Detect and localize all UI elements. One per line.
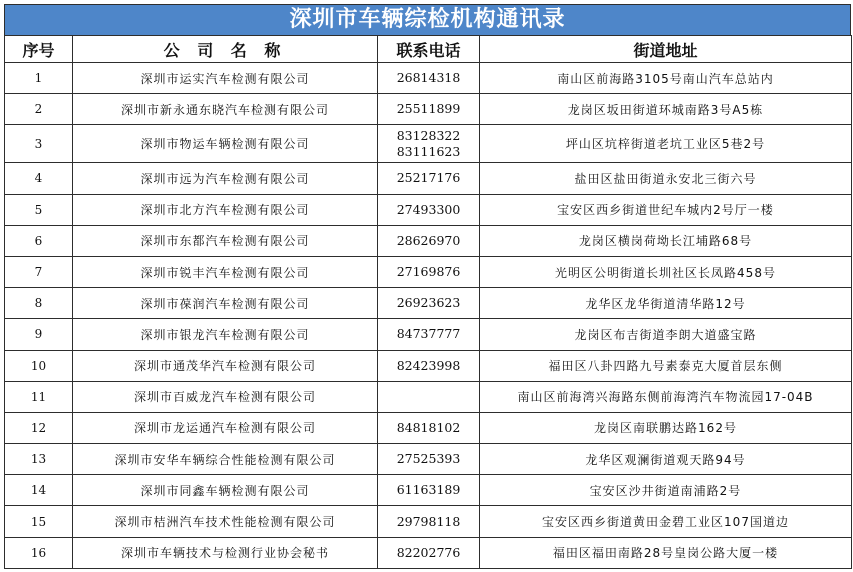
row-number: 13 (5, 444, 73, 475)
street-address: 龙岗区南联鹏达路162号 (480, 412, 852, 443)
company-name: 深圳市桔洲汽车技术性能检测有限公司 (73, 506, 378, 537)
street-address: 盐田区盐田街道永安北三街六号 (480, 163, 852, 194)
header-address: 街道地址 (480, 36, 852, 63)
phone-cell (378, 288, 480, 319)
phone-number: 83111623 (396, 143, 461, 159)
street-address: 南山区前海路3105号南山汽车总站内 (480, 63, 852, 94)
phone-number: 83128322 (396, 127, 461, 143)
table-row (5, 350, 852, 381)
row-number: 15 (5, 506, 73, 537)
company-name: 深圳市远为汽车检测有限公司 (73, 163, 378, 194)
row-number: 4 (5, 163, 73, 194)
row-number: 1 (5, 63, 73, 94)
row-number: 5 (5, 194, 73, 225)
phone-cell (378, 94, 480, 125)
phone-number: 27169876 (396, 264, 461, 280)
street-address: 龙华区观澜街道观天路94号 (480, 444, 852, 475)
phone-cell (378, 537, 480, 568)
street-address: 宝安区沙井街道南浦路2号 (480, 475, 852, 506)
table-row (5, 256, 852, 287)
company-name: 深圳市同鑫车辆检测有限公司 (73, 475, 378, 506)
table-row (5, 475, 852, 506)
row-number: 16 (5, 537, 73, 568)
phone-cell (378, 225, 480, 256)
table-body (5, 63, 852, 569)
header-no: 序号 (5, 36, 73, 63)
table-row (5, 381, 852, 412)
company-name: 深圳市龙运通汽车检测有限公司 (73, 412, 378, 443)
street-address: 龙岗区横岗荷坳长江埔路68号 (480, 225, 852, 256)
phone-cell (378, 125, 480, 163)
header-company-name: 公 司 名 称 (73, 36, 378, 63)
company-name: 深圳市安华车辆综合性能检测有限公司 (73, 444, 378, 475)
table-row (5, 319, 852, 350)
phone-cell (378, 163, 480, 194)
phone-cell (378, 256, 480, 287)
table-row (5, 194, 852, 225)
header-row (5, 36, 852, 63)
row-number: 14 (5, 475, 73, 506)
phone-cell (378, 412, 480, 443)
company-name: 深圳市百威龙汽车检测有限公司 (73, 381, 378, 412)
table-row (5, 94, 852, 125)
phone-cell (378, 319, 480, 350)
street-address: 福田区福田南路28号皇岗公路大厦一楼 (480, 537, 852, 568)
phone-number: 61163189 (396, 482, 461, 498)
table-row (5, 412, 852, 443)
company-name: 深圳市锐丰汽车检测有限公司 (73, 256, 378, 287)
table-row (5, 288, 852, 319)
row-number: 12 (5, 412, 73, 443)
phone-number: 82423998 (396, 357, 461, 373)
company-name: 深圳市东都汽车检测有限公司 (73, 225, 378, 256)
row-number: 8 (5, 288, 73, 319)
phone-cell (378, 475, 480, 506)
phone-number: 27525393 (396, 451, 461, 467)
company-name: 深圳市物运车辆检测有限公司 (73, 125, 378, 163)
row-number: 10 (5, 350, 73, 381)
phone-number: 26814318 (396, 70, 461, 86)
street-address: 龙华区龙华街道清华路12号 (480, 288, 852, 319)
phone-cell (378, 194, 480, 225)
row-number: 6 (5, 225, 73, 256)
phone-number: 27493300 (396, 201, 461, 217)
table-row (5, 537, 852, 568)
company-name: 深圳市北方汽车检测有限公司 (73, 194, 378, 225)
street-address: 坪山区坑梓街道老坑工业区5巷2号 (480, 125, 852, 163)
company-name: 深圳市银龙汽车检测有限公司 (73, 319, 378, 350)
phone-number: 25217176 (396, 170, 461, 186)
phone-number: 28626970 (396, 232, 461, 248)
street-address: 龙岗区坂田街道环城南路3号A5栋 (480, 94, 852, 125)
company-name: 深圳市运实汽车检测有限公司 (73, 63, 378, 94)
row-number: 11 (5, 381, 73, 412)
phone-cell (378, 506, 480, 537)
phone-cell (378, 444, 480, 475)
street-address: 龙岗区布吉街道李朗大道盛宝路 (480, 319, 852, 350)
row-number: 9 (5, 319, 73, 350)
row-number: 2 (5, 94, 73, 125)
company-name: 深圳市车辆技术与检测行业协会秘书 (73, 537, 378, 568)
company-name: 深圳市葆润汽车检测有限公司 (73, 288, 378, 319)
street-address: 宝安区西乡街道世纪车城内2号厅一楼 (480, 194, 852, 225)
phone-number: 82202776 (396, 544, 461, 560)
phone-cell (378, 350, 480, 381)
phone-number: 84818102 (396, 419, 461, 435)
table-row (5, 63, 852, 94)
directory-table (4, 35, 852, 569)
table-row (5, 225, 852, 256)
phone-number: 84737777 (396, 326, 461, 342)
street-address: 福田区八卦四路九号素泰克大厦首层东侧 (480, 350, 852, 381)
table-row (5, 444, 852, 475)
phone-number: 29798118 (396, 513, 461, 529)
row-number: 3 (5, 125, 73, 163)
street-address: 宝安区西乡街道黄田金碧工业区107国道边 (480, 506, 852, 537)
street-address: 南山区前海湾兴海路东侧前海湾汽车物流园17-04B (480, 381, 852, 412)
page-title: 深圳市车辆综检机构通讯录 (4, 4, 851, 35)
phone-cell (378, 63, 480, 94)
table-row (5, 163, 852, 194)
company-name: 深圳市新永通东晓汽车检测有限公司 (73, 94, 378, 125)
row-number: 7 (5, 256, 73, 287)
phone-cell (378, 381, 480, 412)
street-address: 光明区公明街道长圳社区长凤路458号 (480, 256, 852, 287)
table-row (5, 125, 852, 163)
header-phone: 联系电话 (378, 36, 480, 63)
phone-number: 25511899 (396, 101, 461, 117)
phone-number: 26923623 (396, 295, 461, 311)
company-name: 深圳市通茂华汽车检测有限公司 (73, 350, 378, 381)
table-row (5, 506, 852, 537)
